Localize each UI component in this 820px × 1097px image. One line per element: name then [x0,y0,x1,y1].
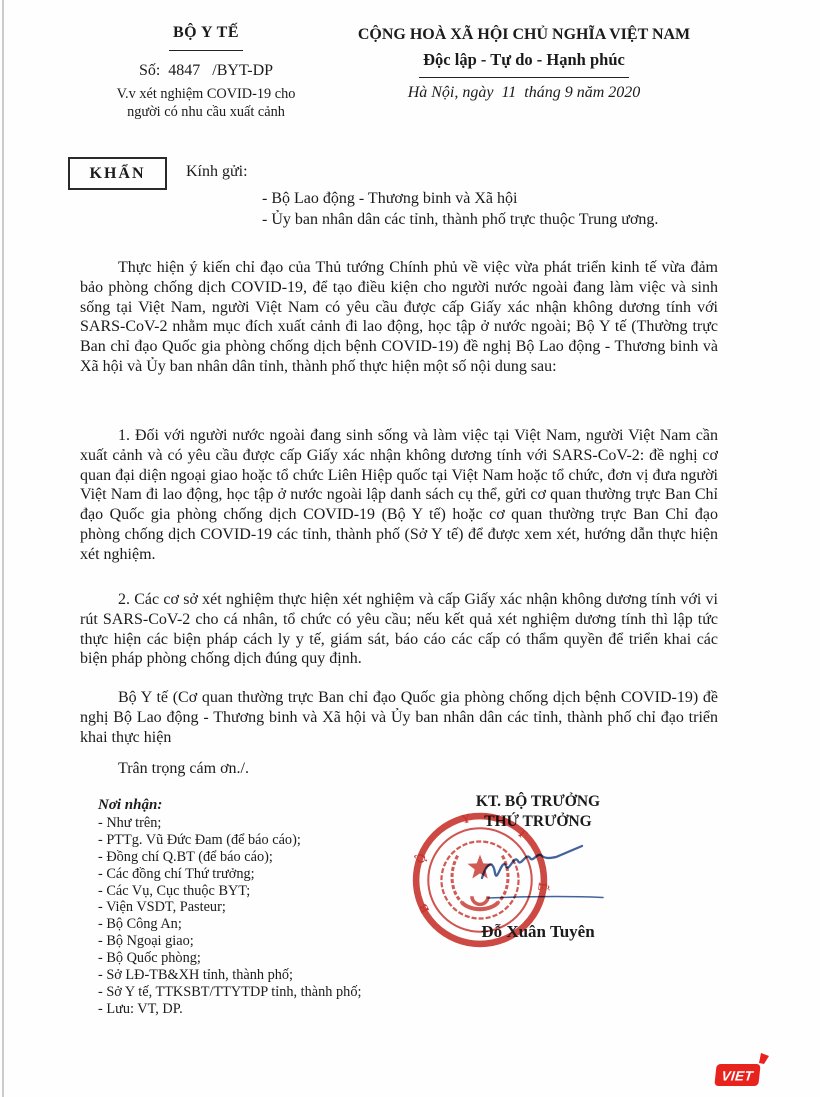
paragraph-intro: Thực hiện ý kiến chỉ đạo của Thủ tướng Chính phủ về việc vừa phát triển kinh tế vừa đảm bảo phòng chống dịch COVID-19, để tạo điều kiện cho người nước ngoài đang làm việc và sinh sống tại Việt Nam, người Việt Nam có yêu cầu được cấp Giấy xác nhận không dương tính với SARS-CoV-2 nhằm mục đích xuất cảnh đi lao động, học tập ở nước ngoài; Bộ Y tế (Thường trực Ban chỉ đạo Quốc gia phòng chống dịch bệnh COVID-19) đề nghị Bộ Lao động - Thương binh và Xã hội và Ủy ban nhân dân tỉnh, thành phố thực hiện một số nội dung sau: [80,259,718,375]
viet-logo-icon [712,1051,770,1091]
org-name: BỘ Y TẾ [172,24,240,41]
cc-item: - Bộ Quốc phòng; [98,950,201,967]
paragraph-item-1: 1. Đối với người nước ngoài đang sinh sống và làm việc tại Việt Nam, người Việt Nam cần xuất cảnh và có yêu cầu được cấp Giấy xác nhận không dương tính với SARS-CoV-2: đề nghị cơ quan đại diện ngoại giao hoặc tổ chức Liên Hiệp quốc tại Việt Nam hoặc tổ chức, đơn vị đưa người Việt Nam đi lao động, học tập ở nước ngoài lập danh sách cụ thể, gửi cơ quan thường trực Ban Chỉ đạo Quốc gia phòng chống dịch COVID-19 (Bộ Y tế) hoặc cơ quan thường trực Ban Chỉ đạo phòng chống dịch COVID-19 các tỉnh, thành phố (Sở Y tế) để được xem xét, hướng dẫn thực hiện xét nghiệm. [80,427,718,563]
seal-letter: Y [459,810,472,827]
cc-item: - Đồng chí Q.BT (để báo cáo); [98,848,273,865]
recipient-item: - Bộ Lao động - Thương binh và Xã hội [262,190,518,207]
seal-letter: Ộ [412,851,430,866]
cc-item: - Các đồng chí Thứ trưởng; [98,865,255,882]
org-divider [169,50,243,51]
doc-number: Số: 4847 /BYT-DP [138,62,274,79]
cc-item: - Như trên; [98,814,162,831]
seal-letter: B [415,901,433,916]
national-motto: Độc lập - Tự do - Hạnh phúc [423,50,625,69]
signature-scribble [470,838,670,908]
cc-item: - Viện VSDT, Pasteur; [98,899,226,916]
viet-logo-text: VIET [720,1068,754,1084]
dateline: Hà Nội, ngày 11 tháng 9 năm 2020 [407,84,641,101]
salutation: Kính gửi: [186,163,248,180]
doc-subject-line1: V.v xét nghiệm COVID-19 cho [116,86,296,102]
signer-name: Đỗ Xuân Tuyên [481,922,595,941]
doc-subject-line2: người có nhu cầu xuất cảnh [127,104,285,120]
doc-subject [80,85,332,121]
signer-title-1: KT. BỘ TRƯỞNG [475,793,601,810]
motto-divider [419,77,629,78]
recipient-item: - Ủy ban nhân dân các tỉnh, thành phố trực thuộc Trung ương. [262,210,659,228]
cc-item: - Bộ Công An; [98,916,182,933]
national-title: CỘNG HOÀ XÃ HỘI CHỦ NGHĨA VIỆT NAM [357,26,691,43]
cc-item: - Lưu: VT, DP. [98,1000,183,1017]
paragraph-closing: Bộ Y tế (Cơ quan thường trực Ban chỉ đạo Quốc gia phòng chống dịch bệnh COVID-19) đề nghị Bộ Lao động - Thương binh và Xã hội và Ủy ban nhân dân các tỉnh, thành phố chỉ đạo triển khai thực hiện [80,689,718,746]
paragraph-thanks: Trân trọng cám ơn./. [118,760,249,777]
cc-title: Nơi nhận: [98,797,163,813]
seal-letter: Ế [535,881,550,892]
seal-letter: T [514,825,530,842]
cc-item: - Các Vụ, Cục thuộc BYT; [98,882,251,899]
cc-section [98,797,361,1018]
cc-item: - Bộ Ngoại giao; [98,933,194,950]
urgency-stamp: KHẨN [68,157,167,190]
scan-edge-artifact [2,0,4,1097]
cc-item: - PTTg. Vũ Đức Đam (để báo cáo); [98,831,301,848]
header-national [318,26,730,102]
cc-item: - Sở Y tế, TTKSBT/TTYTDP tỉnh, thành phố; [98,983,362,1000]
signer-title-2: THỨ TRƯỞNG [484,813,592,830]
header-issuing-org [80,24,332,121]
recipient-list [262,189,658,230]
paragraph-item-2: 2. Các cơ sở xét nghiệm thực hiện xét nghiệm và cấp Giấy xác nhận không dương tính với vi rút SARS-CoV-2 cho cá nhân, tổ chức có yêu cầu; nếu kết quả xét nghiệm dương tính thì lập tức thực hiện các biện pháp cách ly y tế, giám sát, báo cáo các cấp có thẩm quyền để triển khai các biện pháp phòng chống dịch đúng quy định. [80,591,718,668]
cc-item: - Sở LĐ-TB&XH tỉnh, thành phố; [98,967,293,984]
